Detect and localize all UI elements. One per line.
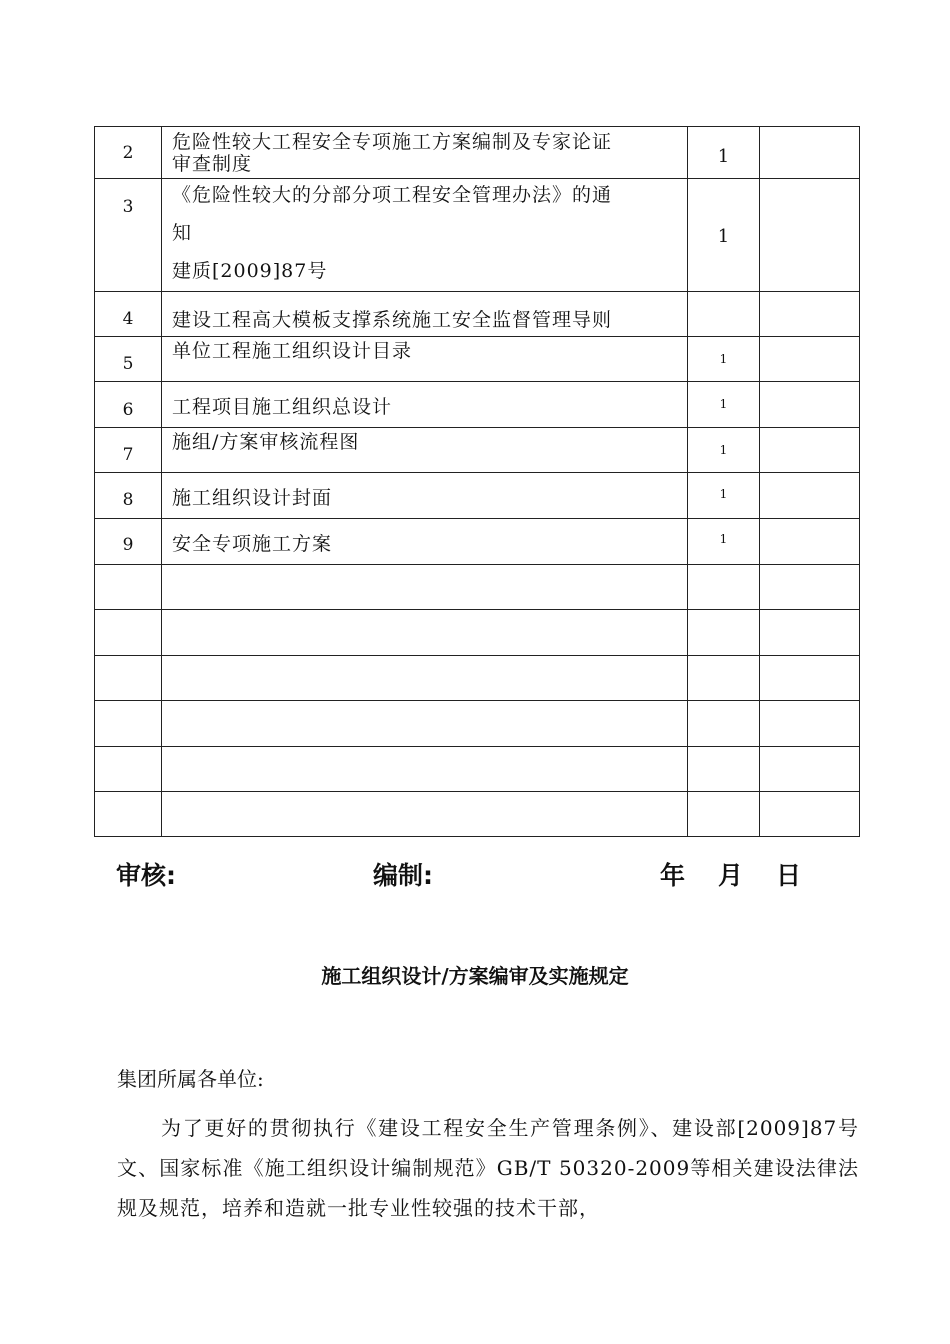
cell-name [162,337,688,382]
cell-number [95,428,162,473]
cell-quantity [688,473,760,519]
row-name-line: 危险性较大工程安全专项施工方案编制及专家论证 [172,131,613,153]
row-name-line: 单位工程施工组织设计目录 [172,340,413,362]
row-quantity: 1 [717,226,730,247]
row-name-line: 施组/方案审核流程图 [172,431,360,453]
row-name-line: 《危险性较大的分部分项工程安全管理办法》的通 [172,184,613,206]
row-number: 9 [122,535,134,555]
cell-name [162,292,688,337]
row-quantity: 1 [719,487,728,501]
month-label: 月 [718,861,744,890]
cell-name [162,179,688,292]
row-name-line: 审查制度 [172,153,253,175]
cell-note [760,473,860,519]
row-number: 7 [122,445,134,465]
compile-label: 编制: [373,861,433,890]
table-row-empty [95,792,860,837]
row-name-line: 安全专项施工方案 [172,533,333,555]
cell-note [760,292,860,337]
row-number: 3 [122,197,134,217]
row-quantity: 1 [717,146,730,167]
table-row [95,382,860,428]
row-name-line: 知 [172,222,193,244]
cell-number [95,473,162,519]
row-quantity: 1 [719,397,728,411]
row-number: 8 [122,490,134,510]
cell-number [95,382,162,428]
cell-note [760,382,860,428]
table-row [95,292,860,337]
cell-quantity [688,519,760,565]
cell-note [760,179,860,292]
cell-name [162,428,688,473]
row-name-line: 工程项目施工组织总设计 [172,396,393,418]
table-row [95,428,860,473]
cell-quantity [688,127,760,179]
row-number: 2 [122,143,134,163]
row-number: 5 [122,354,134,374]
table-row [95,473,860,519]
cell-name [162,473,688,519]
row-quantity: 1 [719,532,728,546]
cell-name [162,382,688,428]
cell-note [760,428,860,473]
cell-number [95,127,162,179]
row-quantity: 1 [719,352,728,366]
day-label: 日 [776,861,802,890]
table-row-empty [95,565,860,610]
table-row [95,127,860,179]
cell-quantity [688,179,760,292]
body-paragraph: 为了更好的贯彻执行《建设工程安全生产管理条例》、建设部[2009]87号文、国家标准《施工组织设计编制规范》GB/T 50320-2009等相关建设法律法规及规范，培养和造就一批专业性较强的技术干部， [117,1116,859,1220]
cell-quantity [688,428,760,473]
cell-quantity [688,382,760,428]
table-row [95,519,860,565]
row-number: 4 [122,309,134,329]
table-row-empty [95,701,860,747]
document-index-table [94,126,860,837]
row-quantity: 1 [719,443,728,457]
document-title: 施工组织设计/方案编审及实施规定 [321,964,629,988]
table-row [95,179,860,292]
row-name-line: 建设工程高大模板支撑系统施工安全监督管理导则 [172,309,613,331]
cell-quantity [688,292,760,337]
cell-number [95,519,162,565]
cell-note [760,127,860,179]
cell-name [162,127,688,179]
year-label: 年 [660,861,686,890]
table-row-empty [95,747,860,792]
salutation: 集团所属各单位: [117,1067,264,1091]
cell-number [95,292,162,337]
cell-quantity [688,337,760,382]
row-name-line: 施工组织设计封面 [172,487,333,509]
cell-name [162,519,688,565]
table-row-empty [95,610,860,656]
cell-number [95,337,162,382]
table-row [95,337,860,382]
cell-number [95,179,162,292]
row-name-line: 建质[2009]87号 [172,260,328,282]
table-row-empty [95,656,860,701]
cell-note [760,519,860,565]
signature-row [0,856,950,896]
review-label: 审核: [116,861,176,890]
row-number: 6 [122,400,134,420]
cell-note [760,337,860,382]
